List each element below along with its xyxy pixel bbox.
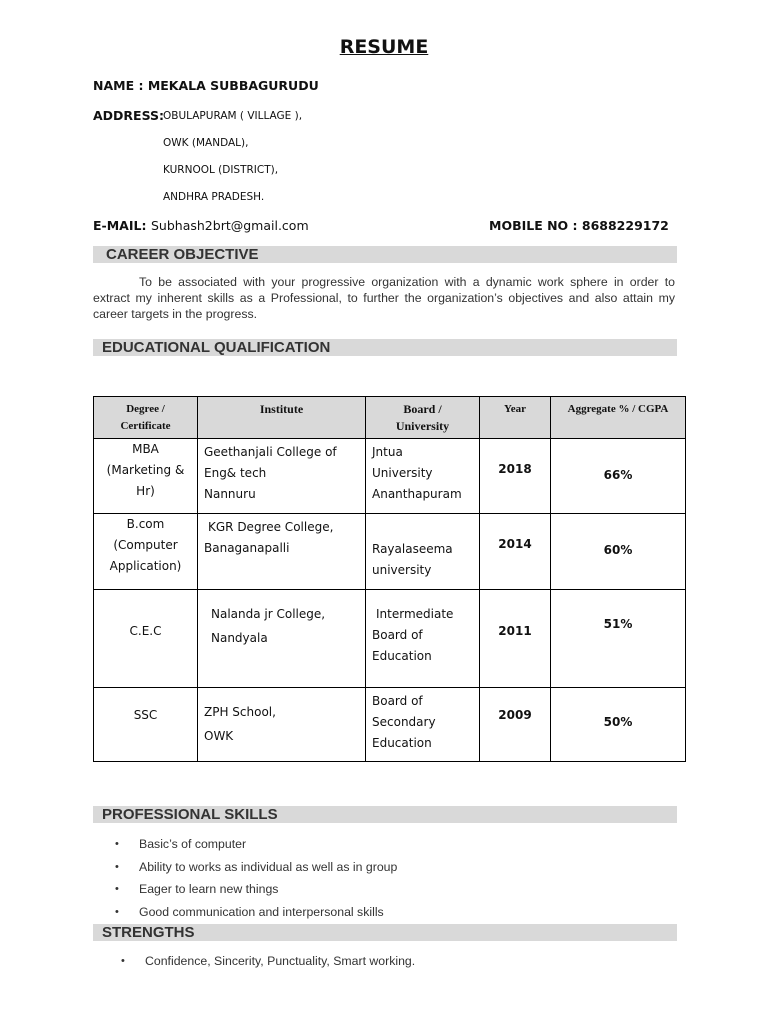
bullet-icon: • <box>115 838 119 850</box>
degree-cell <box>94 514 198 590</box>
strengths-heading-text: STRENGTHS <box>102 924 195 941</box>
board-line: Secondary <box>372 715 436 729</box>
institute-line: OWK <box>204 729 234 743</box>
year-cell: 2014 <box>480 514 551 590</box>
degree-line: (Computer <box>113 538 178 552</box>
degree-line: MBA <box>132 442 159 456</box>
board-line: Ananthapuram <box>372 487 462 501</box>
table-row <box>94 688 686 762</box>
institute-line: Eng& tech <box>204 466 267 480</box>
table-row <box>94 514 686 590</box>
board-line: Rayalaseema <box>372 542 453 556</box>
degree-line: Hr) <box>136 484 155 498</box>
list-item <box>93 834 397 857</box>
table-row <box>94 439 686 514</box>
skill-text: Eager to learn new things <box>139 882 279 896</box>
address-label: ADDRESS: <box>93 108 165 123</box>
header-degree: Degree / Certificate <box>94 397 198 439</box>
board-line: Board of <box>372 694 423 708</box>
institute-line: Nalanda jr College, <box>211 607 326 621</box>
degree-cell <box>94 590 198 688</box>
board-line: Education <box>372 736 432 750</box>
board-line: Board of <box>372 628 423 642</box>
education-heading-text: EDUCATIONAL QUALIFICATION <box>102 339 331 356</box>
skills-list <box>93 834 397 924</box>
degree-line: Application) <box>109 559 182 573</box>
skill-text: Basic’s of computer <box>139 837 247 851</box>
table-header-row <box>94 397 686 439</box>
header-board: Board / University <box>366 397 480 439</box>
name-line: NAME : MEKALA SUBBAGURUDU <box>93 78 319 93</box>
career-objective-text: To be associated with your progressive organization with a dynamic work sphere in order to extract my inherent skills as a Professional, to further the organization’s objectives and also attain my career targets in the progress. <box>93 275 675 321</box>
board-line: university <box>372 563 432 577</box>
year-cell: 2009 <box>480 688 551 762</box>
table-row <box>94 590 686 688</box>
institute-line: Banaganapalli <box>204 541 290 555</box>
institute-cell <box>198 688 366 762</box>
degree-cell <box>94 688 198 762</box>
list-item <box>93 902 397 925</box>
degree-line: C.E.C <box>129 624 162 638</box>
institute-line: Nannuru <box>204 487 256 501</box>
institute-cell <box>198 590 366 688</box>
bullet-icon: • <box>115 860 119 873</box>
education-heading <box>93 339 677 356</box>
board-line: Intermediate <box>376 607 454 621</box>
skill-text: Ability to works as individual as well as in group <box>139 859 398 874</box>
skill-text: Good communication and interpersonal skills <box>139 904 384 919</box>
board-cell <box>366 514 480 590</box>
institute-line: KGR Degree College, <box>208 520 334 534</box>
resume-title: RESUME <box>339 36 429 58</box>
board-line: Jntua <box>372 445 403 459</box>
institute-line: ZPH School, <box>204 705 276 719</box>
header-institute: Institute <box>198 397 366 439</box>
skills-heading <box>93 806 677 823</box>
header-aggregate: Aggregate % / CGPA <box>551 397 686 439</box>
year-cell: 2011 <box>480 590 551 688</box>
career-objective-heading-text: CAREER OBJECTIVE <box>106 246 259 263</box>
institute-line: Geethanjali College of <box>204 445 337 459</box>
year-cell: 2018 <box>480 439 551 514</box>
degree-cell <box>94 439 198 514</box>
institute-line: Nandyala <box>211 631 268 645</box>
skills-heading-text: PROFESSIONAL SKILLS <box>102 806 278 823</box>
degree-line: (Marketing & <box>106 463 185 477</box>
strengths-list <box>93 951 415 974</box>
degree-line: SSC <box>133 708 158 722</box>
career-objective-heading <box>93 246 677 263</box>
aggregate-cell: 66% <box>551 439 686 514</box>
degree-line: B.com <box>126 517 165 531</box>
list-item <box>93 951 415 974</box>
bullet-icon: • <box>121 955 125 967</box>
board-cell <box>366 439 480 514</box>
bullet-icon: • <box>115 905 119 918</box>
email-label: E-MAIL: <box>93 218 147 233</box>
address-line-3: KURNOOL (DISTRICT), <box>163 164 279 176</box>
aggregate-cell: 50% <box>551 688 686 762</box>
address-line-2: OWK (MANDAL), <box>163 137 249 149</box>
institute-cell <box>198 439 366 514</box>
education-table <box>93 396 686 762</box>
board-line: University <box>372 466 433 480</box>
bullet-icon: • <box>115 883 119 895</box>
board-line: Education <box>372 649 432 663</box>
aggregate-cell: 51% <box>551 590 686 688</box>
strengths-heading <box>93 924 677 941</box>
list-item <box>93 879 397 902</box>
board-cell <box>366 590 480 688</box>
aggregate-cell: 60% <box>551 514 686 590</box>
address-line-1: OBULAPURAM ( VILLAGE ), <box>163 110 303 122</box>
list-item <box>93 857 397 880</box>
board-cell <box>366 688 480 762</box>
address-line-4: ANDHRA PRADESH. <box>163 191 265 203</box>
header-year: Year <box>480 397 551 439</box>
institute-cell <box>198 514 366 590</box>
email-value: Subhash2brt@gmail.com <box>151 218 309 233</box>
strength-text: Confidence, Sincerity, Punctuality, Smart working. <box>145 954 416 968</box>
mobile-number: MOBILE NO : 8688229172 <box>489 218 669 233</box>
